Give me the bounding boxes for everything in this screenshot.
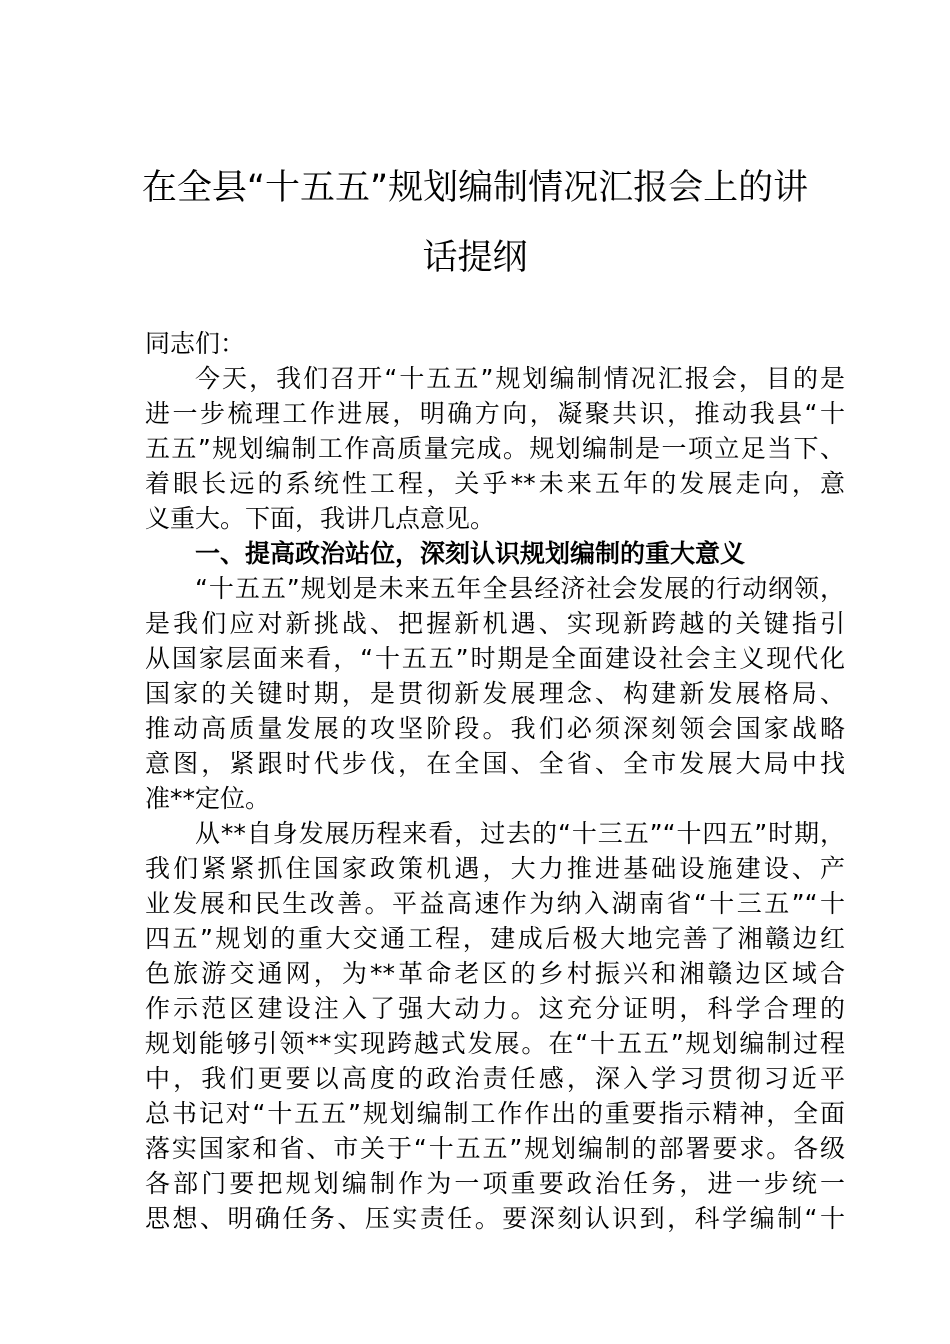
document-body: [145, 326, 845, 1236]
body-line: 意图，紧跟时代步伐，在全国、全省、全市发展大局中找: [145, 749, 845, 778]
body-line: 从国家层面来看，“十五五”时期是全面建设社会主义现代化: [145, 644, 845, 673]
body-line: 落实国家和省、市关于“十五五”规划编制的部署要求。各级: [145, 1134, 845, 1163]
body-line: 是我们应对新挑战、把握新机遇、实现新跨越的关键指引: [145, 609, 845, 638]
body-line: 准**定位。: [145, 784, 271, 813]
body-line: 思想、明确任务、压实责任。要深刻认识到，科学编制“十: [145, 1204, 845, 1233]
body-line: 我们紧紧抓住国家政策机遇，大力推进基础设施建设、产: [145, 854, 845, 883]
document-title-line-1: 在全县“十五五”规划编制情况汇报会上的讲: [141, 168, 809, 208]
body-line: 从**自身发展历程来看，过去的“十三五”“十四五”时期，: [195, 819, 845, 848]
body-line: 总书记对“十五五”规划编制工作作出的重要指示精神，全面: [145, 1099, 845, 1128]
body-line: 推动高质量发展的攻坚阶段。我们必须深刻领会国家战略: [145, 714, 845, 743]
body-line: 中，我们更要以高度的政治责任感，深入学习贯彻习近平: [145, 1064, 845, 1093]
body-line: 业发展和民生改善。平益高速作为纳入湖南省“十三五”“十: [145, 889, 845, 918]
body-line: 各部门要把规划编制作为一项重要政治任务，进一步统一: [145, 1169, 845, 1198]
salutation: 同志们：: [145, 329, 246, 358]
body-line: 国家的关键时期，是贯彻新发展理念、构建新发展格局、: [145, 679, 845, 708]
body-line: 规划能够引领**实现跨越式发展。在“十五五”规划编制过程: [145, 1029, 845, 1058]
body-line: 今天，我们召开“十五五”规划编制情况汇报会，目的是: [195, 364, 845, 393]
body-line: 义重大。下面，我讲几点意见。: [145, 504, 496, 533]
document-title-line-2: 话提纲: [422, 238, 528, 278]
body-line: 五五”规划编制工作高质量完成。规划编制是一项立足当下、: [145, 434, 845, 463]
body-line: 进一步梳理工作进展，明确方向，凝聚共识，推动我县“十: [145, 399, 845, 428]
body-line: 着眼长远的系统性工程，关乎**未来五年的发展走向，意: [145, 469, 845, 498]
body-line: 四五”规划的重大交通工程，建成后极大地完善了湘赣边红: [145, 924, 845, 953]
section-heading-1: 一、提高政治站位，深刻认识规划编制的重大意义: [195, 539, 746, 568]
body-line: 色旅游交通网，为**革命老区的乡村振兴和湘赣边区域合: [145, 959, 845, 988]
body-line: “十五五”规划是未来五年全县经济社会发展的行动纲领，: [195, 574, 845, 603]
body-line: 作示范区建设注入了强大动力。这充分证明，科学合理的: [145, 994, 845, 1023]
